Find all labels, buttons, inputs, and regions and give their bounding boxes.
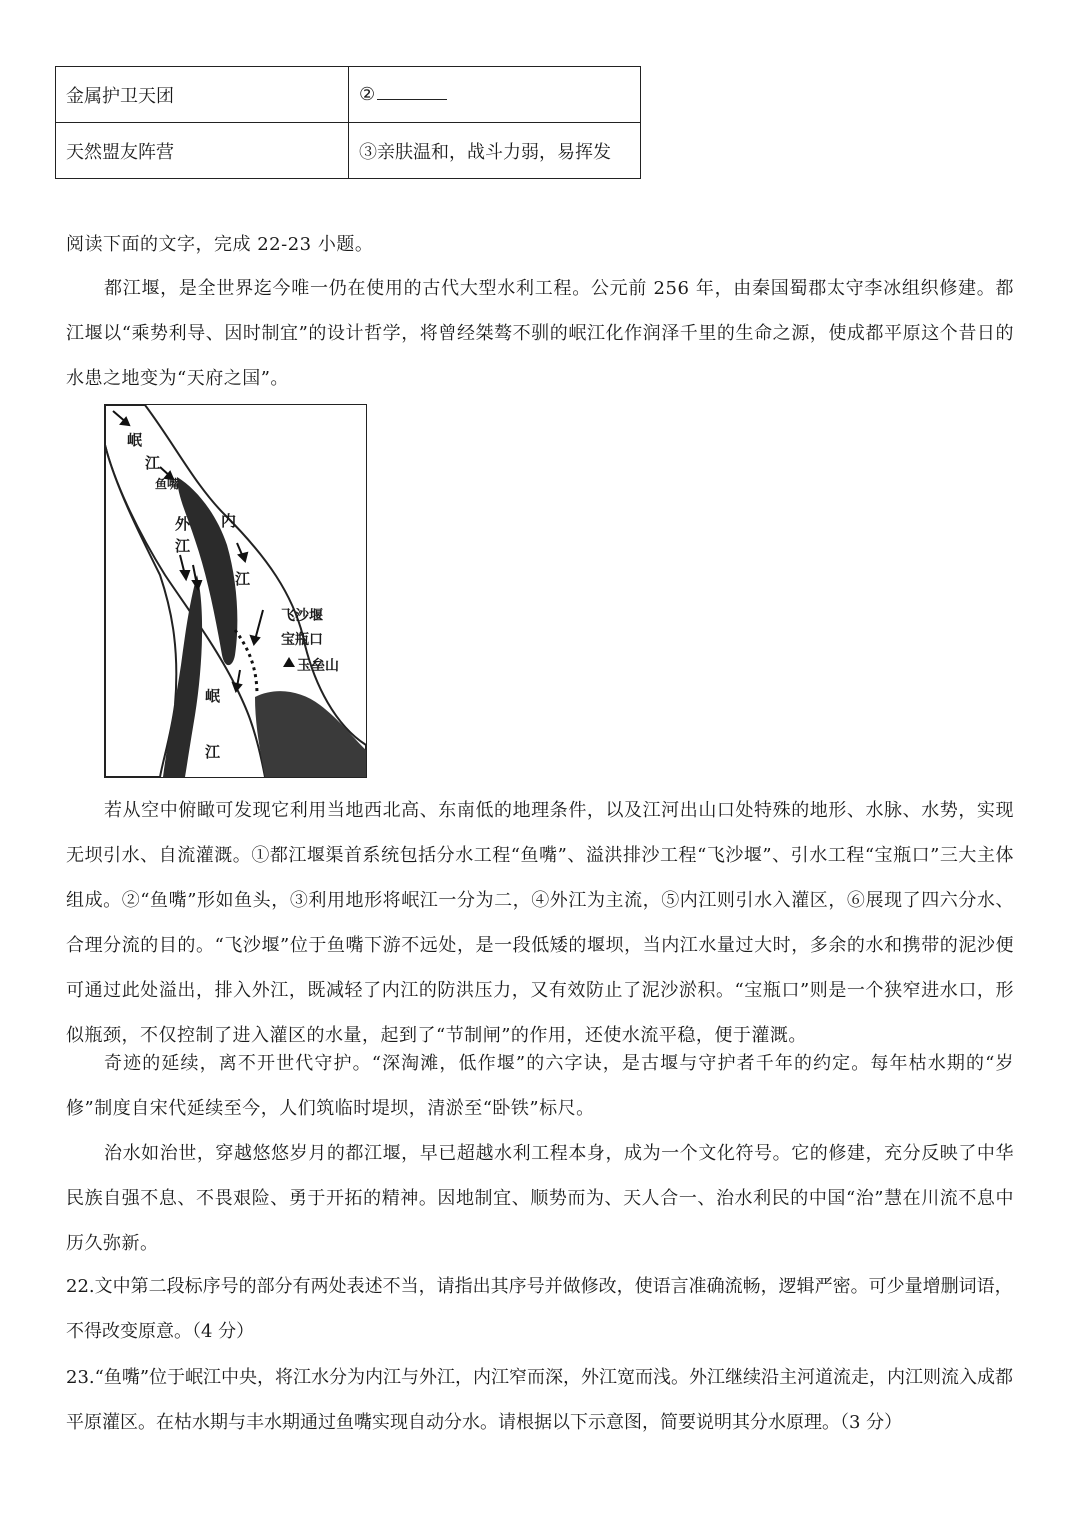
dujiangyan-map [104,404,367,778]
table-row [56,67,641,123]
label-jiang-top: 江 [145,454,161,472]
question-23: 23.“鱼嘴”位于岷江中央，将江水分为内江与外江，内江窄而深，外江宽而浅。外江继续沿主河道流走，内江则流入成都平原灌区。在枯水期与丰水期通过鱼嘴实现自动分水。请根据以下示意图，简要说明其分水原理。（3 分） [66,1367,1014,1433]
label-yulei-mountain: 玉垒山 [297,658,339,674]
cell-text: ② [359,84,376,105]
category-table [55,66,641,179]
label-flying-sand-weir: 飞沙堰 [281,608,323,624]
label-min-bottom: 岷 [205,687,221,705]
paragraph-2: 若从空中俯瞰可发现它利用当地西北高、东南低的地理条件，以及江河出山口处特殊的地形、水脉、水势，实现无坝引水、自流灌溉。①都江堰渠首系统包括分水工程“鱼嘴”、溢洪排沙工程“飞沙堰”、引水工程“宝瓶口”三大主体组成。②“鱼嘴”形如鱼头，③利用地形将岷江一分为二，④外江为主流，⑤内江则引水入灌区，⑥展现了四六分水、合理分流的目的。“飞沙堰”位于鱼嘴下游不远处，是一段低矮的堰坝，当内江水量过大时，多余的水和携带的泥沙便可通过此处溢出，排入外江，既减轻了内江的防洪压力，又有效防止了泥沙淤积。“宝瓶口”则是一个狭窄进水口，形似瓶颈，不仅控制了进入灌区的水量，起到了“节制闸”的作用，还使水流平稳，便于灌溉。 [66,800,1014,1046]
label-fish-mouth: 鱼嘴 [155,477,180,491]
table-cell: 天然盟友阵营 [56,123,349,179]
label-wai: 外 [175,515,191,533]
paragraph-3: 奇迹的延续，离不开世代守护。“深淘滩，低作堰”的六字诀，是古堰与守护者千年的约定。每年枯水期的“岁修”制度自宋代延续至今，人们筑临时堤坝，清淤至“卧铁”标尺。 [66,1053,1014,1119]
label-nei: 内 [221,512,237,530]
label-min-top: 岷 [127,431,143,449]
paragraph-1: 都江堰，是全世界迄今唯一仍在使用的古代大型水利工程。公元前 256 年，由秦国蜀郡太守李冰组织修建。都江堰以“乘势利导、因时制宜”的设计哲学，将曾经桀骜不驯的岷江化作润泽千里的生命之源，使成都平原这个昔日的水患之地变为“天府之国”。 [66,278,1014,389]
label-jiang-inner: 江 [235,570,251,588]
label-jiang-bottom: 江 [205,743,221,761]
table-cell: ③亲肤温和，战斗力弱，易挥发 [349,123,641,179]
answer-blank [377,85,447,100]
table-cell [349,67,641,123]
label-bottle-neck: 宝瓶口 [281,632,323,648]
reading-intro: 阅读下面的文字，完成 22-23 小题。 [66,234,374,255]
yulei-mountain [255,691,366,777]
table-row [56,123,641,179]
question-22: 22.文中第二段标序号的部分有两处表述不当，请指出其序号并做修改，使语言准确流畅，逻辑严密。可少量增删词语，不得改变原意。（4 分） [66,1276,1013,1342]
paragraph-4: 治水如治世，穿越悠悠岁月的都江堰，早已超越水利工程本身，成为一个文化符号。它的修建，充分反映了中华民族自强不息、不畏艰险、勇于开拓的精神。因地制宜、顺势而为、天人合一、治水利民的中国“治”慧在川流不息中历久弥新。 [66,1143,1014,1254]
table-cell: 金属护卫天团 [56,67,349,123]
label-jiang-outer: 江 [175,537,191,555]
